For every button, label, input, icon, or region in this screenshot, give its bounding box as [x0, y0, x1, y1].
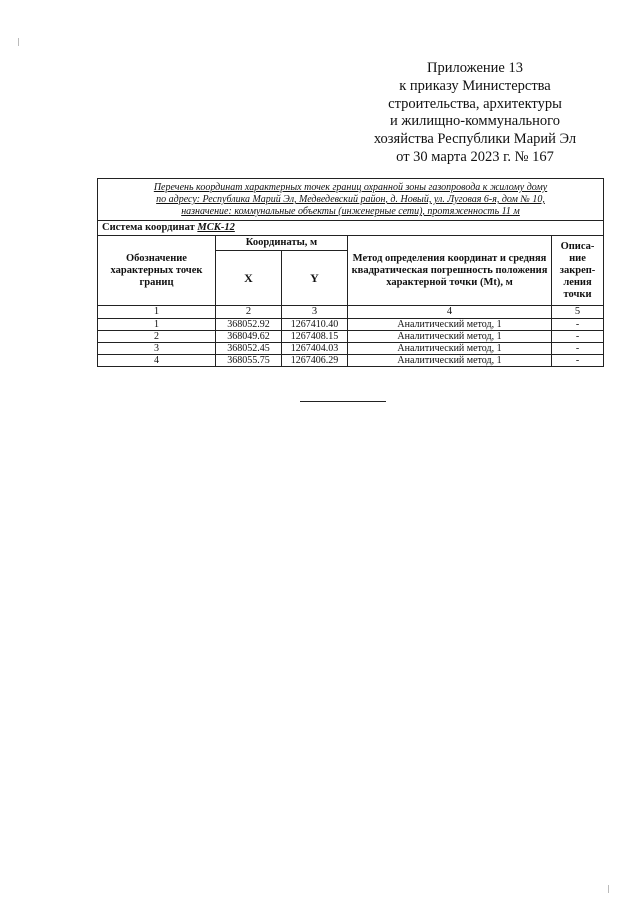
column-number: 5 [552, 306, 604, 319]
cell-description: - [552, 355, 604, 367]
table-row [98, 355, 604, 367]
table-title-line: Перечень координат характерных точек границ охранной зоны газопровода к жилому дому [153, 182, 548, 193]
column-number: 1 [98, 306, 216, 319]
cell-method: Аналитический метод, 1 [348, 343, 552, 355]
left-margin-mark [18, 38, 19, 46]
cell-x: 368052.92 [216, 319, 282, 331]
cell-point: 2 [98, 331, 216, 343]
cell-point: 1 [98, 319, 216, 331]
coordinate-system [98, 221, 604, 236]
column-number: 2 [216, 306, 282, 319]
appendix-header [370, 60, 580, 167]
header-x: X [216, 251, 282, 306]
coordinate-system-label: Система координат [102, 222, 195, 233]
header-line: Приложение 13 [427, 60, 523, 76]
table-row [98, 319, 604, 331]
header-description: Описа-ние закреп-ления точки [552, 236, 604, 306]
header-y: Y [282, 251, 348, 306]
table-title-line: по адресу: Республика Марий Эл, Медведевский район, д. Новый, ул. Луговая 6-я, дом № 10, [156, 194, 545, 205]
right-margin-mark [608, 885, 609, 893]
cell-x: 368049.62 [216, 331, 282, 343]
cell-x: 368055.75 [216, 355, 282, 367]
header-line: строительства, архитектуры [388, 95, 562, 112]
header-line: от 30 марта 2023 г. № 167 [396, 148, 554, 165]
cell-description: - [552, 331, 604, 343]
header-line: к приказу Министерства [399, 77, 551, 94]
cell-y: 1267404.03 [282, 343, 348, 355]
table-title [98, 179, 604, 221]
table-title-line: назначение: коммунальные объекты (инженерные сети), протяженность 11 м [181, 206, 520, 217]
cell-y: 1267408.15 [282, 331, 348, 343]
cell-y: 1267410.40 [282, 319, 348, 331]
header-line: хозяйства Республики Марий Эл [373, 131, 577, 148]
header-points: Обозначение характерных точек границ [98, 236, 216, 306]
cell-y: 1267406.29 [282, 355, 348, 367]
closing-divider [300, 401, 386, 402]
cell-description: - [552, 319, 604, 331]
cell-point: 3 [98, 343, 216, 355]
cell-description: - [552, 343, 604, 355]
header-method: Метод определения координат и средняя квадратическая погрешность положения характерной точки (Mt), м [348, 236, 552, 306]
cell-method: Аналитический метод, 1 [348, 319, 552, 331]
table-row [98, 343, 604, 355]
coordinates-table [97, 178, 604, 367]
header-line: и жилищно-коммунального [389, 113, 561, 130]
coordinate-system-name: МСК-12 [197, 222, 235, 233]
cell-method: Аналитический метод, 1 [348, 331, 552, 343]
header-coordinates: Координаты, м [216, 236, 348, 251]
cell-x: 368052.45 [216, 343, 282, 355]
cell-point: 4 [98, 355, 216, 367]
column-number: 4 [348, 306, 552, 319]
cell-method: Аналитический метод, 1 [348, 355, 552, 367]
table-row [98, 331, 604, 343]
column-number: 3 [282, 306, 348, 319]
